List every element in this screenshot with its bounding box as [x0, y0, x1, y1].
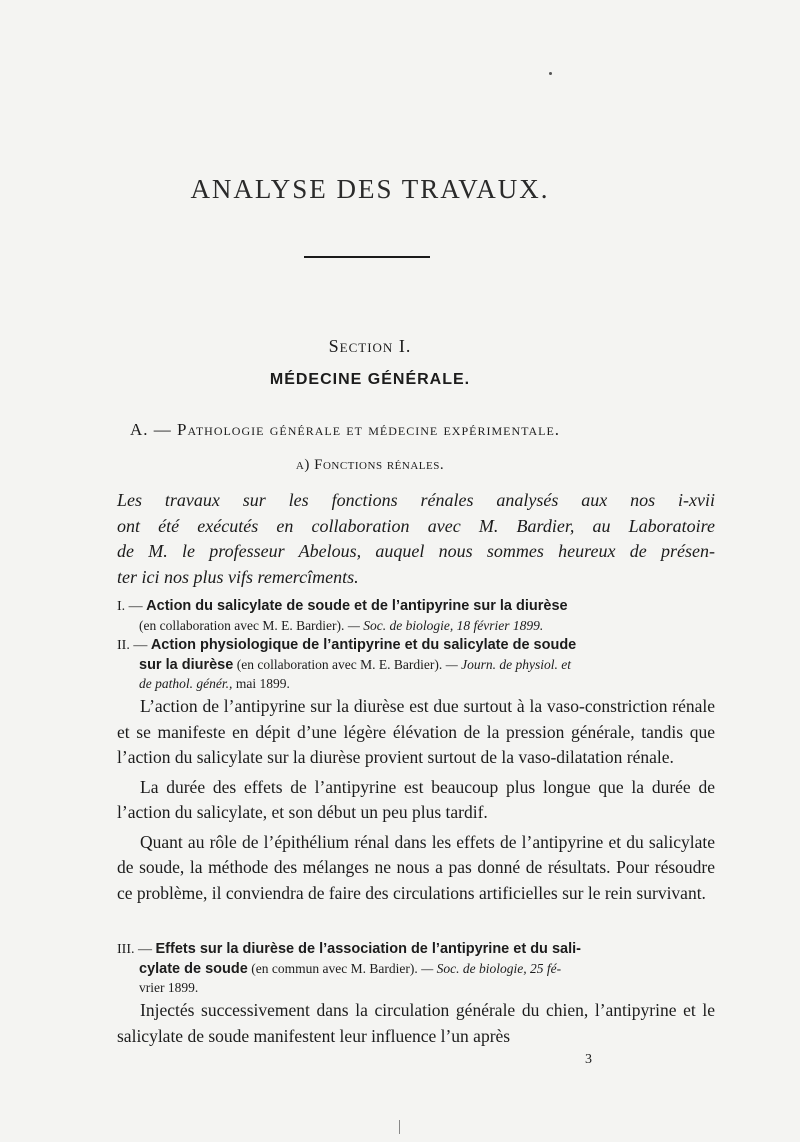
print-speck — [399, 1120, 400, 1134]
reference-collab: (en collaboration avec M. E. Bardier). — [139, 617, 345, 633]
reference-journal: — Journ. de physiol. et — [445, 656, 571, 672]
reference-entry — [117, 940, 717, 999]
body-text-block — [117, 998, 715, 1049]
reference-date: vrier 1899. — [139, 980, 199, 995]
body-paragraph: L’action de l’antipyrine sur la diurèse est due surtout à la vaso-constriction rénale et se manifeste en dépit d’une légère élévation de la pression générale, tandis que l’action du salicylate sur la diurèse provient surtout de la vaso-dilatation rénale. — [117, 696, 715, 767]
intro-line: Les travaux sur les fonctions rénales analysés aux nos i-xvii — [117, 490, 715, 510]
reference-journal: — Soc. de biologie, 25 fé- — [421, 960, 562, 976]
page-title: ANALYSE DES TRAVAUX. — [190, 174, 550, 204]
subsection-heading: A. — Pathologie générale et médecine expérimentale. — [130, 420, 561, 439]
intro-line: ter ici nos plus vifs remercîments. — [117, 566, 359, 587]
reference-journal: — Soc. de biologie, 18 février 1899. — [347, 617, 544, 633]
body-paragraph: La durée des effets de l’antipyrine est beaucoup plus longue que la durée de l’action du salicylate, et son début un peu plus tardif. — [117, 776, 715, 822]
print-speck — [549, 72, 552, 75]
page-number: 3 — [585, 1052, 592, 1067]
subsubsection-heading: a) Fonctions rénales. — [295, 457, 445, 473]
title-divider — [304, 256, 430, 258]
body-paragraph: Injectés successivement dans la circulation générale du chien, l’antipyrine et le salicylate de soude manifestent leur influence l’un après — [117, 1000, 715, 1046]
reference-date: mai 1899. — [235, 676, 290, 691]
reference-entry — [117, 597, 717, 636]
reference-title: Action du salicylate de soude et de l’antipyrine sur la diurèse — [146, 598, 568, 614]
reference-title-cont: cylate de soude — [139, 960, 248, 977]
reference-collab: (en commun avec M. Bardier). — [251, 960, 418, 976]
section-name: MÉDECINE GÉNÉRALE. — [269, 371, 471, 388]
reference-number: I. — — [117, 599, 143, 614]
reference-journal-cont: de pathol. génér., — [139, 676, 233, 691]
reference-entry — [117, 636, 717, 695]
reference-number: II. — — [117, 638, 148, 653]
intro-line: de M. le professeur Abelous, auquel nous sommes heureux de présen- — [117, 541, 715, 561]
body-paragraph: Quant au rôle de l’épithélium rénal dans les effets de l’antipyrine et du salicylate de soude, la méthode des mélanges ne nous a pas donné de résultats. Pour résoudre ce problème, il conviendra de faire des circulations artificielles sur le rein survivant. — [117, 831, 715, 903]
reference-collab: (en collaboration avec M. E. Bardier). — [236, 656, 443, 672]
body-text-block — [117, 694, 715, 906]
reference-title: Action physiologique de l’antipyrine et du salicylate de soude — [150, 637, 577, 653]
reference-number: III. — — [117, 942, 152, 957]
reference-title: Effets sur la diurèse de l’association de l’antipyrine et du sali- — [155, 941, 581, 957]
intro-line: ont été exécutés en collaboration avec M. Bardier, au Laboratoire — [117, 515, 715, 536]
section-label: Section I. — [328, 336, 412, 356]
reference-title-cont: sur la diurèse — [139, 656, 234, 673]
intro-paragraph — [117, 488, 715, 590]
